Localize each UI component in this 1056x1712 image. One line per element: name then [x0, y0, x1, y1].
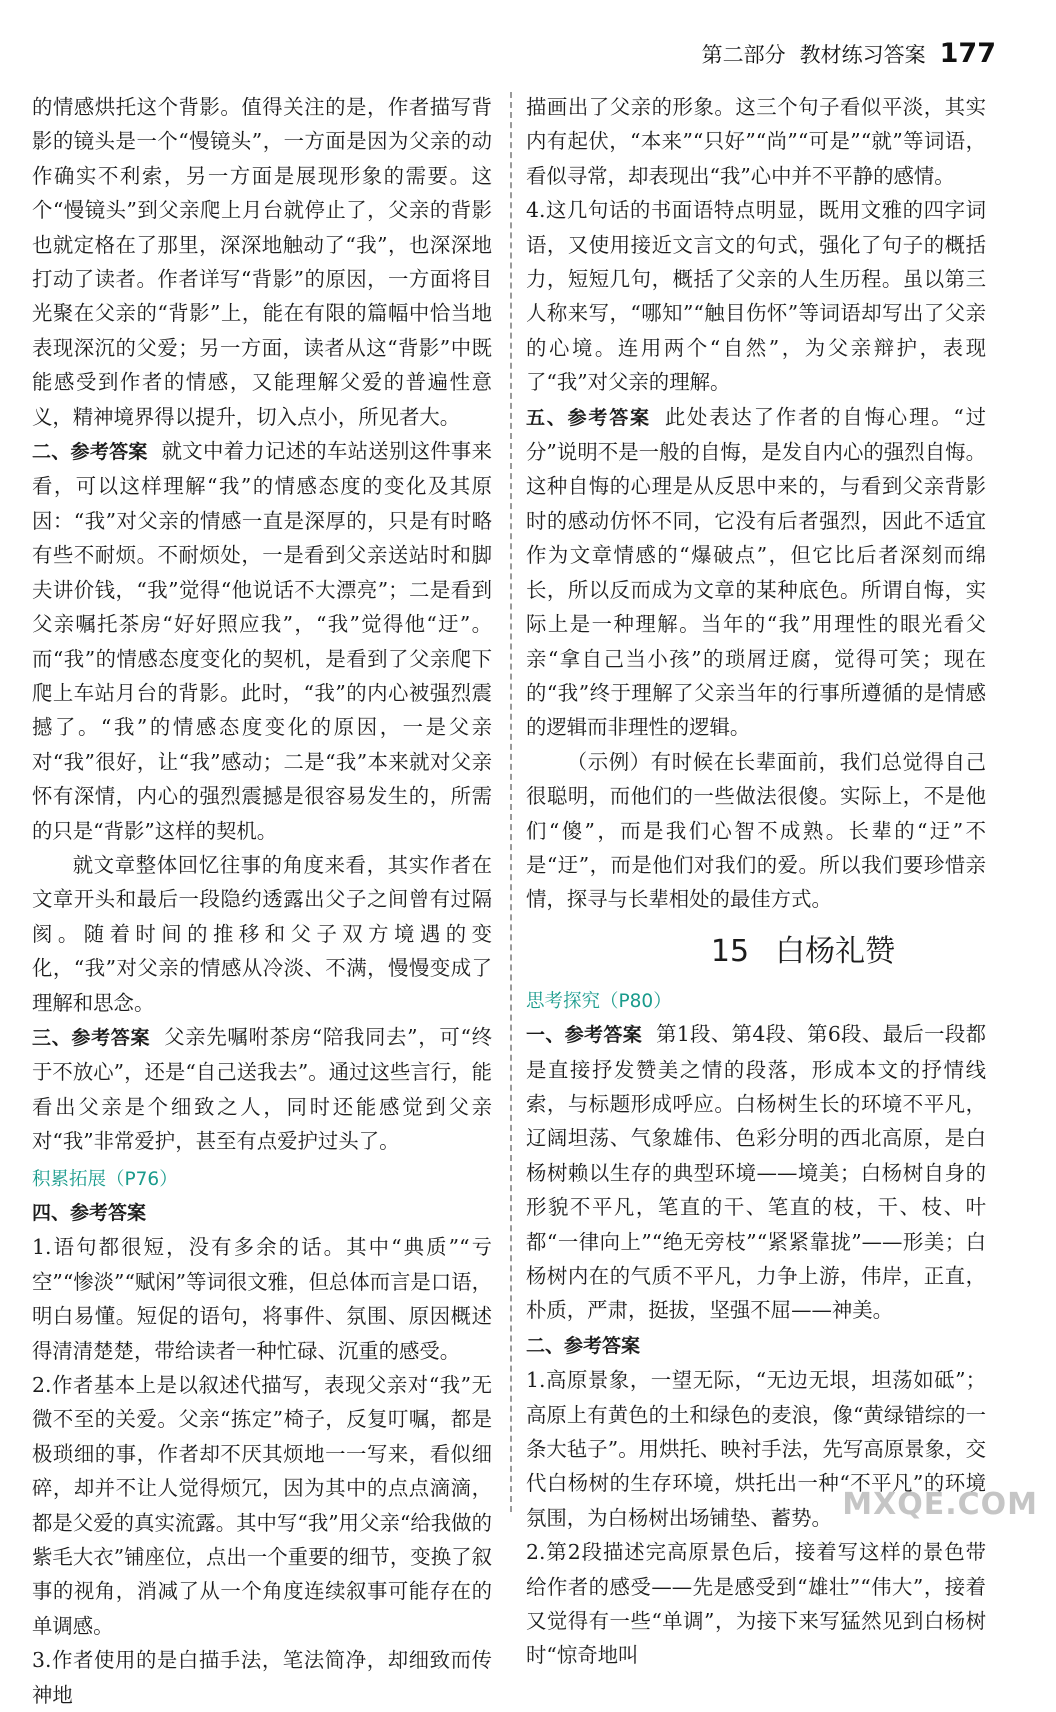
answer-2 — [32, 434, 492, 848]
answer-3 — [32, 1020, 492, 1159]
answer-text: 此处表达了作者的自悔心理。“过分”说明不是一般的自悔，是发自内心的强烈自悔。这种自悔的心理是从反思中来的，与看到父亲背影时的感动仿怀不同，它没有后者强烈，因此不适宜作为文章情感的“爆破点”，但它比后者深刻而绵长，所以反而成为文章的某种底色。所谓自悔，实际上是一种理解。当年的“我”用理性的眼光看父亲“拿自己当小孩”的琐屑迂腐，觉得可笑；现在的“我”终于理解了父亲当年的行事所遵循的是情感的逻辑而非理性的逻辑。 — [526, 404, 986, 740]
answer-item: 1.语句都很短，没有多余的话。其中“典质”“亏空”“惨淡”“赋闲”等词很文雅，但总体而言是口语，明白易懂。短促的语句，将事件、氛围、原因概述得清清楚楚，带给读者一种忙碌、沉重的感受。 — [32, 1235, 492, 1363]
answer-text: 就文中着力记述的车站送别这件事来看，可以这样理解“我”的情感态度的变化及其原因：“我”对父亲的情感一直是深厚的，只是有时略有些不耐烦。不耐烦处，一是看到父亲送站时和脚夫讲价钱，“我”觉得“他说话不大漂亮”；二是看到父亲嘱托茶房“好好照应我”，“我”觉得他“迂”。而“我”的情感态度变化的契机，是看到了父亲爬下爬上车站月台的背影。此时，“我”的内心被强烈震撼了。“我”的情感态度变化的原因，一是父亲对“我”很好，让“我”感动；二是“我”本来就对父亲怀有深情，内心的强烈震撼是很容易发生的，所需的只是“背影”这样的契机。 — [32, 439, 492, 843]
answer-1 — [526, 1017, 986, 1328]
section-label: 积累拓展（P76） — [32, 1168, 178, 1190]
right-column — [526, 90, 986, 1673]
answer-heading: 五、参考答案 — [526, 406, 651, 429]
paragraph: 就文章整体回忆往事的角度来看，其实作者在文章开头和最后一段隐约透露出父子之间曾有过隔阂。随着时间的推移和父子双方境遇的变化，“我”对父亲的情感从冷淡、不满，慢慢变成了理解和思念。 — [32, 852, 492, 1015]
header-part: 第二部分 — [701, 43, 786, 67]
answer-item: 2.作者基本上是以叙述代描写，表现父亲对“我”无微不至的关爱。父亲“拣定”椅子，反复叮嘱，都是极琐细的事，作者却不厌其烦地一一写来，看似细碎，却并不让人觉得烦冗，因为其中的点点滴滴，都是父爱的真实流露。其中写“我”用父亲“给我做的紫毛大衣”铺座位，点出一个重要的细节，变换了叙事的视角，消减了从一个角度连续叙事可能存在的单调感。 — [32, 1373, 492, 1638]
answer-item: 4.这几句话的书面语特点明显，既用文雅的四字词语，又使用接近文言文的句式，强化了句子的概括力，短短几句，概括了父亲的人生历程。虽以第三人称来写，“哪知”“触目伤怀”等词语却写出了父亲的心境。连用两个“自然”，为父亲辩护，表现了“我”对父亲的理解。 — [526, 198, 986, 395]
lesson-name: 白杨礼赞 — [775, 933, 896, 969]
answer-heading: 三、参考答案 — [32, 1026, 151, 1049]
lesson-title — [526, 929, 986, 975]
page-number: 177 — [939, 38, 996, 69]
answer-text: 第1段、第4段、第6段、最后一段都是直接抒发赞美之情的段落，形成本文的抒情线索，与标题形成呼应。白杨树生长的环境不平凡，辽阔坦荡、气象雄伟、色彩分明的西北高原，是白杨树赖以生存的典型环境——境美；白杨树自身的形貌不平凡，笔直的干、笔直的枝，干、枝、叶都“一律向上”“绝无旁枝”“紧紧靠拢”——形美；白杨树内在的气质不平凡，力争上游，伟岸，正直，朴质，严肃，挺拔，坚强不屈——神美。 — [526, 1022, 986, 1323]
page-header — [702, 38, 996, 69]
answer-item: 2.第2段描述完高原景色后，接着写这样的景色带给作者的感受——先是感受到“雄壮”“伟大”，接着又觉得有一些“单调”，为接下来写猛然见到白杨树时“惊奇地叫 — [526, 1540, 986, 1668]
answer-heading — [32, 1195, 492, 1230]
answer-heading-text: 二、参考答案 — [526, 1334, 641, 1357]
paragraph: 描画出了父亲的形象。这三个句子看似平淡，其实内有起伏，“本来”“只好”“尚”“可是”“就”等词语，看似寻常，却表现出“我”心中并不平静的感情。 — [526, 95, 986, 188]
lesson-number: 15 — [710, 933, 750, 969]
answer-item: 1.高原景象，一望无际，“无边无垠，坦荡如砥”；高原上有黄色的土和绿色的麦浪，像“黄绿错综的一条大毡子”。用烘托、映衬手法，先写高原景象，交代白杨树的生存环境，烘托出一种“不平凡”的环境氛围，为白杨树出场铺垫、蓄势。 — [526, 1368, 986, 1530]
column-divider — [510, 92, 512, 1512]
answer-5 — [526, 400, 986, 745]
left-column — [32, 90, 492, 1712]
section-label: 思考探究（P80） — [526, 990, 672, 1012]
answer-item: 3.作者使用的是白描手法，笔法简净，却细致而传神地 — [32, 1648, 492, 1707]
answer-heading — [526, 1328, 986, 1363]
answer-heading: 一、参考答案 — [526, 1024, 643, 1047]
paragraph: 的情感烘托这个背影。值得关注的是，作者描写背影的镜头是一个“慢镜头”，一方面是因为父亲的动作确实不利索，另一方面是展现形象的需要。这个“慢镜头”到父亲爬上月台就停止了，父亲的背影也就定格在了那里，深深地触动了“我”，也深深地打动了读者。作者详写“背影”的原因，一方面将目光聚在父亲的“背影”上，能在有限的篇幅中恰当地表现深沉的父爱；另一方面，读者从这“背影”中既能感受到作者的情感，又能理解父爱的普遍性意义，精神境界得以提升，切入点小，所见者大。 — [32, 95, 492, 429]
header-title: 教材练习答案 — [799, 43, 926, 67]
answer-heading-text: 四、参考答案 — [32, 1202, 147, 1224]
answer-heading: 二、参考答案 — [32, 441, 148, 464]
example-paragraph: （示例）有时候在长辈面前，我们总觉得自己很聪明，而他们的一些做法很傻。实际上，不是他们“傻”，而是我们心智不成熟。长辈的“迂”不是“迂”，而是他们对我们的爱。所以我们要珍惜亲情，探寻与长辈相处的最佳方式。 — [526, 749, 986, 912]
watermark-logo: MXQE.COM — [842, 1487, 1038, 1522]
answer-text: 父亲先嘱咐茶房“陪我同去”，可“终于不放心”，还是“自己送我去”。通过这些言行，能看出父亲是个细致之人，同时还能感觉到父亲对“我”非常爱护，甚至有点爱护过头了。 — [32, 1024, 492, 1154]
